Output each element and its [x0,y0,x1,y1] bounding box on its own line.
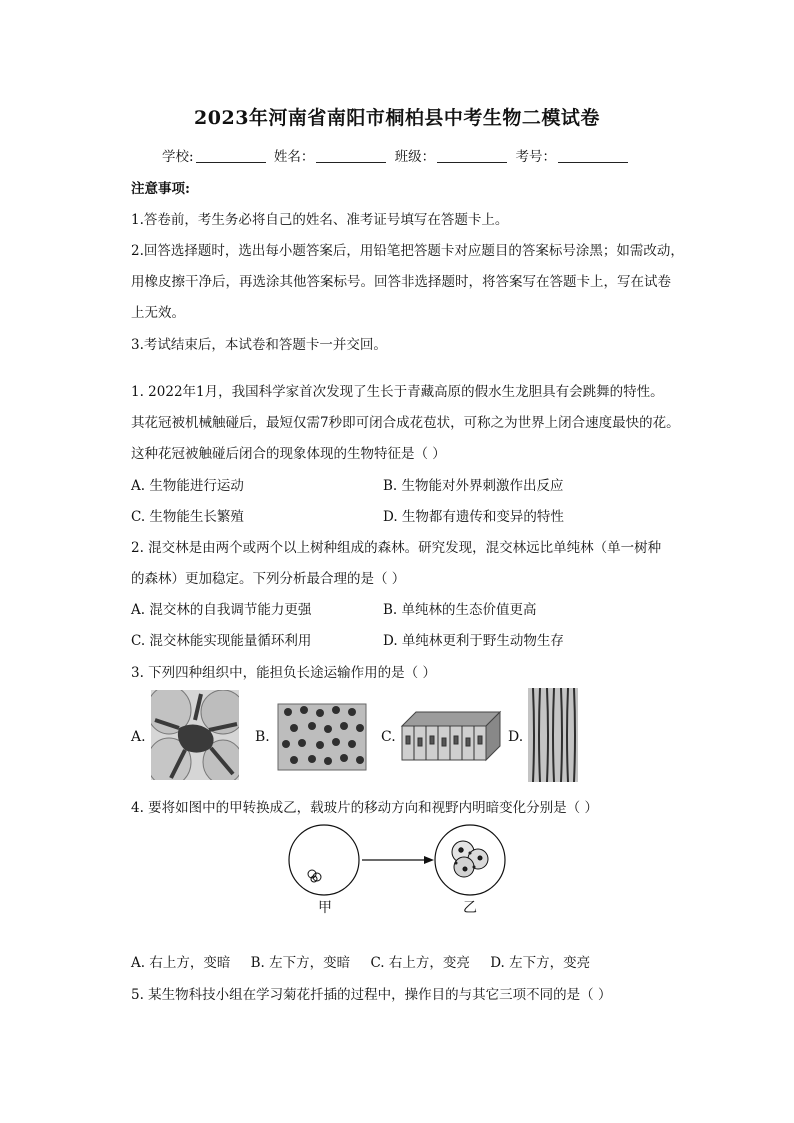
q3-tissue-image-b [274,698,370,774]
q1-stem-line: 其花冠被机械触碰后，最短仅需7秒即可闭合成花苞状，可称之为世界上闭合速度最快的花。 [131,415,680,431]
q3-label-b: B. [255,729,270,745]
arrow-head [424,856,434,864]
class-label: 班级： [394,149,436,165]
q2-option-b: B. 单纯林的生态价值更高 [383,602,537,618]
q2-option-a: A. 混交林的自我调节能力更强 [131,602,312,618]
q4-option-c: C. 右上方，变亮 [370,955,470,971]
q4-option-a: A. 右上方，变暗 [131,955,231,971]
school-label: 学校: [162,149,194,165]
q4-option-d: D. 左下方，变亮 [490,955,591,971]
name-blank [316,162,386,163]
q3-tissue-image-a [151,690,239,780]
field-circle-jia [289,825,359,895]
q2-stem-line: 2. 混交林是由两个或两个以上树种组成的森林。研究发现，混交林远比单纯林（单一树种 [131,540,662,556]
exam-no-blank [558,162,628,163]
q1-option-d: D. 生物都有遗传和变异的特性 [383,509,564,525]
notice-item: 1.答卷前，考生务必将自己的姓名、准考证号填写在答题卡上。 [131,212,509,228]
q1-stem-line: 这种花冠被触碰后闭合的现象体现的生物特征是（ ） [131,446,446,462]
q3-label-c: C. [381,729,396,745]
notice-item: 用橡皮擦干净后，再选涂其他答案标号。回答非选择题时，将答案写在答题卡上，写在试卷 [131,274,671,290]
q4-option-b: B. 左下方，变暗 [250,955,351,971]
name-label: 姓名： [273,149,315,165]
q1-option-c: C. 生物能生长繁殖 [131,509,244,525]
q1-option-a: A. 生物能进行运动 [131,478,244,494]
notice-item: 上无效。 [131,305,185,321]
label-jia: 甲 [318,900,332,916]
q2-option-c: C. 混交林能实现能量循环利用 [131,633,312,649]
q3-label-a: A. [131,729,146,745]
exam-no-label: 考号： [515,149,556,165]
q2-option-d: D. 单纯林更利于野生动物生存 [383,633,564,649]
q4-stem-line: 4. 要将如图中的甲转换成乙，载玻片的移动方向和视野内明暗变化分别是（ ） [131,800,598,816]
q1-stem-line: 1. 2022年1月，我国科学家首次发现了生长于青藏高原的假水生龙胆具有会跳舞的特性。 [131,384,664,400]
q3-label-d: D. [508,729,524,745]
notice-heading: 注意事项: [131,181,190,197]
large-cells-icon [452,841,488,877]
notice-item: 3.考试结束后，本试卷和答题卡一并交回。 [131,337,387,353]
student-info-row [0,145,794,165]
q5-stem-line: 5. 某生物科技小组在学习菊花扦插的过程中，操作目的与其它三项不同的是（ ） [131,987,612,1003]
class-blank [437,162,507,163]
q3-stem-line: 3. 下列四种组织中，能担负长途运输作用的是（ ） [131,665,436,681]
page-title: 2023年河南省南阳市桐柏县中考生物二模试卷 [194,107,600,129]
notice-item: 2.回答选择题时，选出每小题答案后，用铅笔把答题卡对应题目的答案标号涂黑；如需改动， [131,243,684,259]
school-blank [196,162,266,163]
small-cells-icon [308,870,321,882]
q2-stem-line: 的森林）更加稳定。下列分析最合理的是（ ） [131,571,406,587]
q4-options-row [131,951,606,971]
label-yi: 乙 [463,900,477,916]
q3-tissue-image-c [400,708,502,762]
q1-option-b: B. 生物能对外界刺激作出反应 [383,478,564,494]
q3-tissue-image-d [528,688,578,782]
